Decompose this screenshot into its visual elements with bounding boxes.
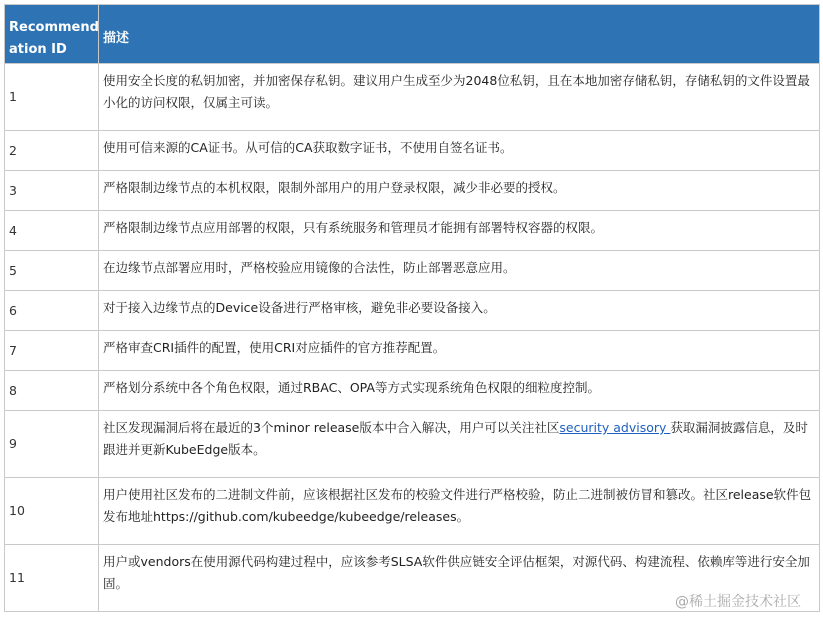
row-id: 10 xyxy=(5,478,99,545)
row-description: 用户使用社区发布的二进制文件前，应该根据社区发布的校验文件进行严格校验，防止二进制被仿冒和篡改。社区release软件包发布地址https://github.com/kubeedge/kubeedge/releases。 xyxy=(99,478,820,545)
row-description: 严格限制边缘节点应用部署的权限，只有系统服务和管理员才能拥有部署特权容器的权限。 xyxy=(99,211,820,251)
row-id: 5 xyxy=(5,251,99,291)
row-description: 对于接入边缘节点的Device设备进行严格审核，避免非必要设备接入。 xyxy=(99,291,820,331)
table-row xyxy=(5,211,820,251)
table-row xyxy=(5,371,820,411)
row-id: 6 xyxy=(5,291,99,331)
row-id: 3 xyxy=(5,171,99,211)
header-description: 描述 xyxy=(99,5,820,64)
table-header-row xyxy=(5,5,820,64)
header-id-line2: ation ID xyxy=(9,42,67,57)
row-description: 严格划分系统中各个角色权限，通过RBAC、OPA等方式实现系统角色权限的细粒度控制。 xyxy=(99,371,820,411)
row-description: 使用可信来源的CA证书。从可信的CA获取数字证书，不使用自签名证书。 xyxy=(99,131,820,171)
table-row xyxy=(5,171,820,211)
table-row xyxy=(5,478,820,545)
table-row xyxy=(5,64,820,131)
security-advisory-link[interactable]: security advisory xyxy=(559,420,671,435)
row-description-text: 社区发现漏洞后将在最近的3个minor release版本中合入解决，用户可以关注社区 xyxy=(103,420,560,435)
row-description-text: 获取漏洞披露信息，及时跟进并更新KubeEdge版本。 xyxy=(103,420,808,457)
recommendation-table xyxy=(4,4,820,612)
row-id: 11 xyxy=(5,545,99,612)
row-description: 严格审查CRI插件的配置，使用CRI对应插件的官方推荐配置。 xyxy=(99,331,820,371)
row-id: 4 xyxy=(5,211,99,251)
table-row xyxy=(5,251,820,291)
row-description: 在边缘节点部署应用时，严格校验应用镜像的合法性，防止部署恶意应用。 xyxy=(99,251,820,291)
watermark: @稀土掘金技术社区 xyxy=(675,594,801,610)
header-recommendation-id xyxy=(5,5,99,64)
table-row xyxy=(5,411,820,478)
row-description: 用户或vendors在使用源代码构建过程中，应该参考SLSA软件供应链安全评估框架，对源代码、构建流程、依赖库等进行安全加固。 xyxy=(99,545,820,612)
table-row xyxy=(5,131,820,171)
row-id: 7 xyxy=(5,331,99,371)
row-description: 严格限制边缘节点的本机权限，限制外部用户的用户登录权限，减少非必要的授权。 xyxy=(99,171,820,211)
header-id-line1: Recommend xyxy=(9,20,99,35)
row-description xyxy=(99,411,820,478)
row-id: 1 xyxy=(5,64,99,131)
row-id: 9 xyxy=(5,411,99,478)
table-row xyxy=(5,331,820,371)
row-id: 2 xyxy=(5,131,99,171)
row-description: 使用安全长度的私钥加密，并加密保存私钥。建议用户生成至少为2048位私钥，且在本地加密存储私钥，存储私钥的文件设置最小化的访问权限，仅属主可读。 xyxy=(99,64,820,131)
row-id: 8 xyxy=(5,371,99,411)
table-row xyxy=(5,291,820,331)
